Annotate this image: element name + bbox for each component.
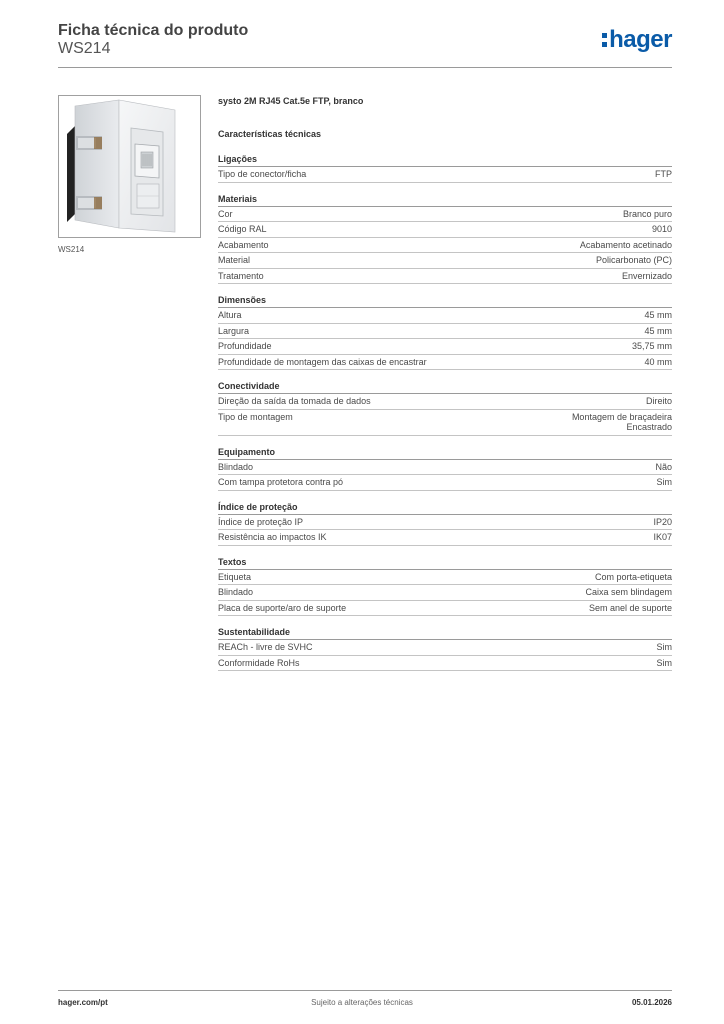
section-title: Conectividade: [218, 381, 672, 394]
spec-value: [652, 224, 672, 235]
image-caption: WS214: [58, 245, 85, 254]
spec-row: [218, 355, 672, 371]
product-code: WS214: [58, 40, 111, 57]
spec-value: [580, 240, 672, 251]
spec-row: [218, 308, 672, 324]
footer-divider: [58, 990, 672, 991]
spec-value-line: Caixa sem blindagem: [585, 587, 672, 597]
spec-value-line: Sim: [656, 642, 672, 652]
spec-label: Índice de proteção IP: [218, 516, 304, 527]
tech-heading: Características técnicas: [218, 129, 322, 139]
spec-value: [653, 517, 672, 528]
spec-value: [596, 255, 672, 266]
spec-label: REACh - livre de SVHC: [218, 642, 313, 652]
spec-label: Altura: [218, 310, 242, 320]
spec-row: [218, 253, 672, 269]
spec-value-line: Com porta-etiqueta: [594, 571, 672, 582]
spec-row: [218, 570, 672, 586]
spec-value: [622, 271, 672, 282]
spec-value-line: 40 mm: [644, 356, 672, 367]
spec-label: Tipo de montagem: [218, 411, 293, 422]
section-title: Sustentabilidade: [218, 627, 672, 640]
spec-value-line: 35,75 mm: [631, 341, 672, 351]
spec-label: Placa de suporte/aro de suporte: [218, 602, 347, 613]
spec-value: [632, 341, 672, 352]
spec-section: [218, 557, 672, 617]
spec-row: [218, 167, 672, 183]
spec-label: Material: [218, 255, 251, 265]
spec-value: [644, 357, 672, 368]
spec-label: Blindado: [218, 587, 254, 597]
spec-label: Resistência ao impactos IK: [218, 532, 327, 542]
spec-label: Largura: [218, 325, 250, 336]
spec-row: [218, 656, 672, 672]
spec-row: [218, 475, 672, 491]
spec-label: Tratamento: [218, 270, 264, 281]
spec-row: [218, 601, 672, 617]
spec-label: Etiqueta: [218, 571, 252, 582]
spec-row: [218, 515, 672, 531]
spec-value: [657, 642, 673, 653]
spec-value: [585, 587, 672, 598]
spec-section: [218, 194, 672, 285]
spec-value-line: Direito: [645, 396, 672, 406]
spec-section: [218, 154, 672, 183]
spec-label: Código RAL: [218, 224, 267, 234]
spec-section: [218, 502, 672, 546]
spec-value: [595, 572, 672, 583]
footer-date: 05.01.2026: [631, 998, 672, 1007]
spec-content: [218, 96, 672, 682]
spec-value-line: Sim: [656, 657, 672, 668]
spec-row: [218, 530, 672, 546]
spec-value: [646, 396, 672, 407]
spec-row: [218, 207, 672, 223]
section-title: Dimensões: [218, 295, 672, 308]
spec-row: [218, 238, 672, 254]
section-title: Textos: [218, 557, 672, 570]
spec-value-line: Sem anel de suporte: [588, 602, 672, 613]
spec-value-line: Branco puro: [622, 208, 672, 219]
rj45-module-icon: [59, 96, 200, 237]
product-image: [58, 95, 201, 238]
spec-value-line: FTP: [655, 169, 672, 179]
spec-value-line: 9010: [651, 224, 672, 234]
spec-value: [623, 209, 672, 220]
spec-label: Acabamento: [218, 239, 269, 250]
spec-label: Profundidade de montagem das caixas de encastrar: [218, 356, 427, 367]
header-divider: [58, 67, 672, 68]
spec-section: [218, 381, 672, 436]
product-name: systo 2M RJ45 Cat.5e FTP, branco: [218, 96, 364, 106]
spec-section: [218, 295, 672, 370]
spec-value: [589, 603, 672, 614]
spec-label: Tipo de conector/ficha: [218, 169, 307, 179]
spec-row: [218, 324, 672, 340]
footer-notice: Sujeito a alterações técnicas: [311, 998, 413, 1007]
hager-logo[interactable]: [602, 28, 672, 52]
spec-value-line: IP20: [653, 516, 672, 527]
spec-label: Direção da saída da tomada de dados: [218, 396, 371, 406]
spec-row: [218, 339, 672, 355]
spec-value: [657, 658, 673, 669]
spec-label: Conformidade RoHs: [218, 657, 300, 668]
spec-value-line: Encastrado: [626, 422, 672, 432]
spec-row: [218, 269, 672, 285]
section-title: Ligações: [218, 154, 672, 167]
spec-value: [644, 310, 672, 321]
spec-value: [655, 169, 672, 180]
spec-value-line: 45 mm: [644, 310, 672, 320]
spec-row: [218, 585, 672, 601]
spec-value: [657, 477, 673, 488]
spec-value-line: Acabamento acetinado: [579, 239, 672, 250]
page-title: Ficha técnica do produto: [58, 22, 249, 39]
spec-value: [644, 326, 672, 337]
spec-value-line: Montagem de braçadeira: [571, 411, 672, 422]
section-title: Equipamento: [218, 447, 672, 460]
spec-value-line: Não: [655, 461, 672, 472]
spec-value-line: IK07: [653, 532, 672, 542]
spec-row: [218, 460, 672, 476]
spec-row: [218, 394, 672, 410]
logo-colon-icon: [602, 31, 607, 49]
spec-value-line: Policarbonato (PC): [595, 255, 672, 265]
spec-label: Cor: [218, 208, 233, 219]
spec-section: [218, 627, 672, 671]
spec-label: Profundidade: [218, 341, 272, 351]
spec-value: [655, 462, 672, 473]
spec-value-line: 45 mm: [644, 325, 672, 336]
spec-value: [572, 412, 672, 433]
section-title: Índice de proteção: [218, 502, 672, 515]
spec-value-line: Envernizado: [621, 270, 672, 281]
spec-section: [218, 447, 672, 491]
logo-text: hager: [609, 26, 672, 53]
section-title: Materiais: [218, 194, 672, 207]
spec-label: Blindado: [218, 461, 254, 472]
spec-value: [653, 532, 672, 543]
footer-website-link[interactable]: hager.com/pt: [58, 998, 108, 1007]
spec-row: [218, 222, 672, 238]
spec-value-line: Sim: [656, 477, 672, 487]
spec-label: Com tampa protetora contra pó: [218, 477, 344, 487]
spec-row: [218, 410, 672, 436]
spec-row: [218, 640, 672, 656]
spec-sections: [218, 154, 672, 671]
